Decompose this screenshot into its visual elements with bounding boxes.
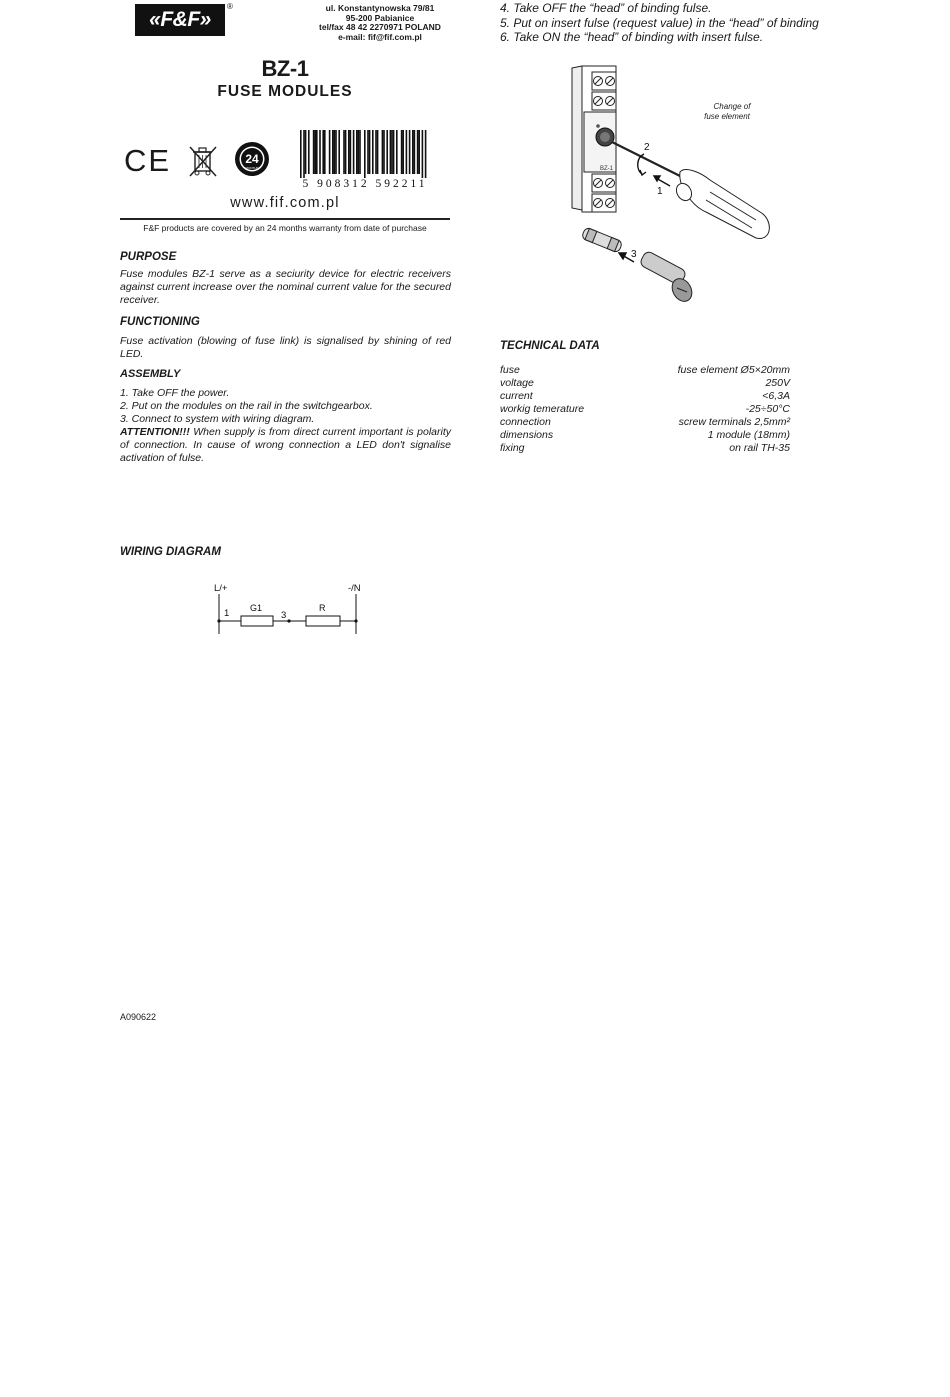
screwdriver-icon [612,142,769,238]
weee-crossed-bin-icon [186,144,220,178]
wiring-diagram [205,580,375,640]
assembly-step: 6. Take ON the “head” of binding with insert fulse. [500,30,764,44]
barcode-bars [300,130,426,178]
tech-value: on rail TH-35 [729,442,790,454]
terminal-1-label: 1 [224,608,230,619]
assembly-step: 2. Put on the modules on the rail in the switchgearbox. [120,400,373,412]
fuse-cartridge-icon [581,227,623,253]
load-label: R [319,603,326,613]
assembly-steps [120,387,451,465]
junction-dot [354,619,357,622]
purpose-text: Fuse modules BZ-1 serve as a seciurity device for electric receivers against current increase over the nominal current value for the secured receiver. [120,268,451,306]
product-title: BZ-1 [261,56,309,81]
website-url: www.fif.com.pl [230,195,340,211]
tech-label: workig temerature [500,403,585,415]
functioning-heading: FUNCTIONING [120,316,200,328]
address-line: 95-200 Pabianice [345,12,415,23]
tech-row [500,442,790,455]
address-line: ul. Konstantynowska 79/81 [325,3,435,13]
load-symbol [306,616,340,626]
warranty-24-months-badge-icon [234,141,270,177]
address-line: e-mail: fif@fif.com.pl [338,31,422,42]
pull-arrow-icon [654,176,670,186]
fuse-change-illustration [560,62,800,312]
product-subtitle: FUSE MODULES [217,83,353,100]
fuse-holder-head-icon [639,250,696,305]
illustration-caption-line2: fuse element [704,112,750,121]
junction-dot [287,619,290,622]
attention-text: When supply is from direct current important is polarity of connection. In cause of wrong connection a LED don't signalise activation of fulse. [120,426,451,464]
device-label: BZ-1 [600,166,614,172]
registered-mark: ® [227,2,233,11]
tech-value: 250V [765,377,790,389]
tech-value: fuse element Ø5×20mm [677,364,790,376]
tech-value: -25÷50°C [745,403,790,415]
assembly-step: 4. Take OFF the “head” of binding fulse. [500,1,712,15]
tech-row [500,377,790,390]
address-line: tel/fax 48 42 2270971 POLAND [319,22,441,33]
tech-label: voltage [500,377,534,389]
assembly-step: 5. Put on insert fulse (request value) in the “head” of binding [500,15,819,30]
step-label-2: 2 [644,142,650,153]
attention-note [120,426,451,465]
tech-value: screw terminals 2,5mm² [678,416,790,428]
ce-mark-icon: CE [124,143,172,178]
tech-row [500,364,790,377]
logo-text: «F&F» [149,8,211,31]
purpose-heading: PURPOSE [120,251,177,263]
tech-label: connection [500,416,551,428]
badge-sub: MONTHS [245,166,259,170]
assembly-step: 3. Connect to system with wiring diagram. [120,413,315,425]
ean-barcode [292,130,438,190]
warranty-note: F&F products are covered by an 24 months warranty from date of purchase [143,223,427,233]
tech-label: fixing [500,442,525,454]
tech-value: 1 module (18mm) [707,429,790,441]
document-code: A090622 [120,1012,157,1022]
tech-value: <6,3A [762,390,790,402]
technical-data-heading: TECHNICAL DATA [500,340,600,352]
badge-number: 24 [245,152,259,166]
attention-label: ATTENTION!!! [120,426,190,438]
tech-label: fuse [500,364,520,376]
assembly-step: 1. Take OFF the power. [120,387,230,399]
tech-row [500,429,790,442]
barcode-digits: 5 908312 592211 [302,178,428,190]
company-address [300,4,460,42]
assembly-heading: ASSEMBLY [120,368,181,380]
wiring-diagram-heading: WIRING DIAGRAM [120,546,221,558]
fuse-head-center [600,132,610,142]
divider [120,218,450,220]
illustration-caption-line1: Change of [713,102,751,111]
assembly-steps-continued [500,1,819,45]
supply-left-label: L/+ [214,583,228,594]
tech-row [500,403,790,416]
junction-dot [217,619,220,622]
tech-label: dimensions [500,429,554,441]
fuse-label: G1 [250,603,263,613]
led-indicator [596,124,600,128]
step-label-3: 3 [631,249,637,260]
brand-logo [135,4,231,36]
tech-row [500,390,790,403]
tech-row [500,416,790,429]
functioning-text: Fuse activation (blowing of fuse link) is signalised by shining of red LED. [120,335,451,360]
terminal-3-label: 3 [281,610,287,621]
supply-right-label: -/N [348,583,361,594]
step-label-1: 1 [657,186,663,197]
technical-data-table [500,364,790,455]
tech-label: current [500,390,533,402]
fuse-symbol [241,616,273,626]
